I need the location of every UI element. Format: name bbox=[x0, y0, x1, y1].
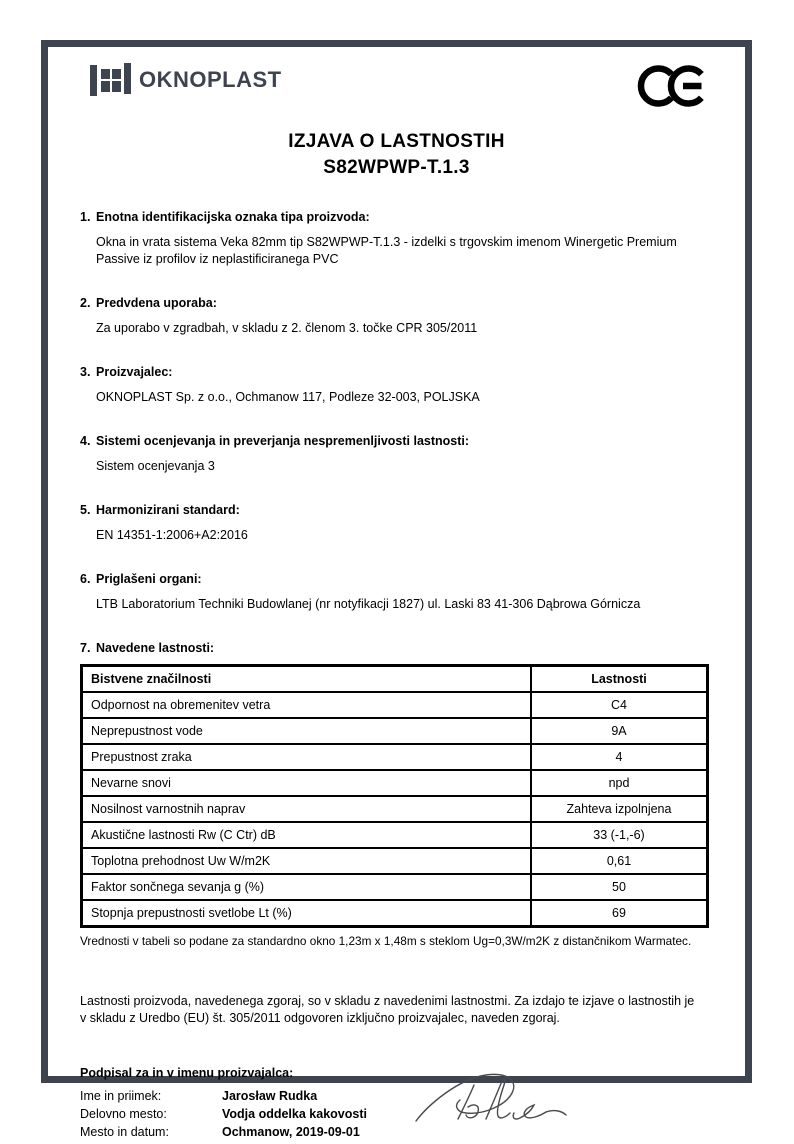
section-3-body: OKNOPLAST Sp. z o.o., Ochmanow 117, Podleze 32-003, POLJSKA bbox=[96, 390, 480, 404]
characteristic-cell: Faktor sončnega sevanja g (%) bbox=[82, 874, 532, 900]
signature-label: Mesto in datum: bbox=[80, 1125, 169, 1139]
signature-value: Vodja oddelka kakovosti bbox=[222, 1107, 367, 1121]
section-1-body: Okna in vrata sistema Veka 82mm tip S82WPWP-T.1.3 - izdelki s trgovskim imenom Winergetic Premium Passive iz profilov iz neplastificiranega PVC bbox=[96, 235, 677, 266]
characteristic-cell: Nosilnost varnostnih naprav bbox=[82, 796, 532, 822]
section-heading-text: Harmonizirani standard: bbox=[96, 503, 240, 517]
title-line-2: S82WPWP-T.1.3 bbox=[323, 157, 470, 178]
section-heading-text: Predvdena uporaba: bbox=[96, 296, 217, 310]
numbered-sections bbox=[80, 209, 709, 656]
performance-cell: 4 bbox=[531, 744, 708, 770]
characteristic-cell: Prepustnost zraka bbox=[82, 744, 532, 770]
signature-value: Jarosław Rudka bbox=[222, 1089, 318, 1103]
properties-table bbox=[80, 664, 709, 928]
table-row bbox=[82, 744, 708, 770]
performance-cell: 33 (-1,-6) bbox=[531, 822, 708, 848]
table-row bbox=[82, 718, 708, 744]
table-row bbox=[82, 796, 708, 822]
section-number: 6. bbox=[80, 572, 91, 586]
column-header-performance: Lastnosti bbox=[531, 666, 708, 693]
section-number: 7. bbox=[80, 641, 91, 655]
section-number: 5. bbox=[80, 503, 91, 517]
section-number: 4. bbox=[80, 434, 91, 448]
ce-mark-icon bbox=[637, 64, 709, 108]
section-6-heading bbox=[80, 571, 709, 587]
performance-cell: 69 bbox=[531, 900, 708, 927]
section-6 bbox=[80, 571, 709, 613]
signature-row-name bbox=[80, 1087, 709, 1105]
table-row bbox=[82, 692, 708, 718]
section-2 bbox=[80, 295, 709, 337]
table-row bbox=[82, 770, 708, 796]
column-header-characteristics: Bistvene značilnosti bbox=[82, 666, 532, 693]
section-heading-text: Proizvajalec: bbox=[96, 365, 173, 379]
section-7 bbox=[80, 640, 709, 656]
logo-text: OKNOPLAST bbox=[139, 66, 282, 92]
section-3-heading bbox=[80, 364, 709, 380]
section-number: 1. bbox=[80, 210, 91, 224]
title-line-1: IZJAVA O LASTNOSTIH bbox=[288, 131, 505, 152]
section-5-body: EN 14351-1:2006+A2:2016 bbox=[96, 528, 248, 542]
signature-label: Ime in priimek: bbox=[80, 1089, 162, 1103]
table-header-row bbox=[82, 666, 708, 693]
section-4-body: Sistem ocenjevanja 3 bbox=[96, 459, 215, 473]
section-1 bbox=[80, 209, 709, 268]
section-2-heading bbox=[80, 295, 709, 311]
table-row bbox=[82, 900, 708, 927]
characteristic-cell: Toplotna prehodnost Uw W/m2K bbox=[82, 848, 532, 874]
performance-cell: 9A bbox=[531, 718, 708, 744]
section-7-heading bbox=[80, 640, 709, 656]
performance-cell: 0,61 bbox=[531, 848, 708, 874]
ce-mark bbox=[637, 64, 709, 113]
section-5-heading bbox=[80, 502, 709, 518]
section-4 bbox=[80, 433, 709, 475]
document-title bbox=[48, 129, 745, 181]
section-4-heading bbox=[80, 433, 709, 449]
section-heading-text: Priglašeni organi: bbox=[96, 572, 202, 586]
performance-cell: npd bbox=[531, 770, 708, 796]
table-row bbox=[82, 874, 708, 900]
characteristic-cell: Neprepustnost vode bbox=[82, 718, 532, 744]
document-content bbox=[48, 209, 745, 1141]
signature-block bbox=[80, 1065, 709, 1141]
performance-cell: C4 bbox=[531, 692, 708, 718]
table-footnote: Vrednosti v tabeli so podane za standardno okno 1,23m x 1,48m s steklom Ug=0,3W/m2K z distančnikom Warmatec. bbox=[80, 934, 692, 948]
performance-cell: 50 bbox=[531, 874, 708, 900]
section-heading-text: Enotna identifikacijska oznaka tipa proizvoda: bbox=[96, 210, 370, 224]
section-3 bbox=[80, 364, 709, 406]
characteristic-cell: Nevarne snovi bbox=[82, 770, 532, 796]
document-border bbox=[41, 40, 752, 1139]
signature-row-place-date bbox=[80, 1123, 709, 1141]
section-number: 3. bbox=[80, 365, 91, 379]
oknoplast-window-icon bbox=[90, 61, 131, 98]
characteristic-cell: Odpornost na obremenitev vetra bbox=[82, 692, 532, 718]
table-row bbox=[82, 848, 708, 874]
handwritten-signature bbox=[410, 1067, 570, 1144]
table-row bbox=[82, 822, 708, 848]
legal-statement: Lastnosti proizvoda, navedenega zgoraj, so v skladu z navedenimi lastnostmi. Za izdajo te izjave o lastnostih je v skladu z Uredbo (EU) št. 305/2011 odgovoren izključno proizvajalec, naveden zgoraj. bbox=[80, 994, 695, 1025]
oknoplast-logo bbox=[90, 61, 282, 98]
document-header bbox=[48, 47, 745, 113]
characteristic-cell: Akustične lastnosti Rw (C Ctr) dB bbox=[82, 822, 532, 848]
section-2-body: Za uporabo v zgradbah, v skladu z 2. členom 3. točke CPR 305/2011 bbox=[96, 321, 478, 335]
section-1-heading bbox=[80, 209, 709, 225]
section-heading-text: Sistemi ocenjevanja in preverjanja nespremenljivosti lastnosti: bbox=[96, 434, 470, 448]
section-6-body: LTB Laboratorium Techniki Budowlanej (nr notyfikacji 1827) ul. Laski 83 41-306 Dąbrowa Górnicza bbox=[96, 597, 641, 611]
signature-label: Delovno mesto: bbox=[80, 1107, 167, 1121]
characteristic-cell: Stopnja prepustnosti svetlobe Lt (%) bbox=[82, 900, 532, 927]
signature-row-position bbox=[80, 1105, 709, 1123]
signature-value: Ochmanow, 2019-09-01 bbox=[222, 1125, 360, 1139]
section-number: 2. bbox=[80, 296, 91, 310]
signature-heading: Podpisal za in v imenu proizvajalca: bbox=[80, 1066, 294, 1080]
section-heading-text: Navedene lastnosti: bbox=[96, 641, 215, 655]
signature-strokes-icon bbox=[410, 1067, 570, 1139]
performance-cell: Zahteva izpolnjena bbox=[531, 796, 708, 822]
section-5 bbox=[80, 502, 709, 544]
